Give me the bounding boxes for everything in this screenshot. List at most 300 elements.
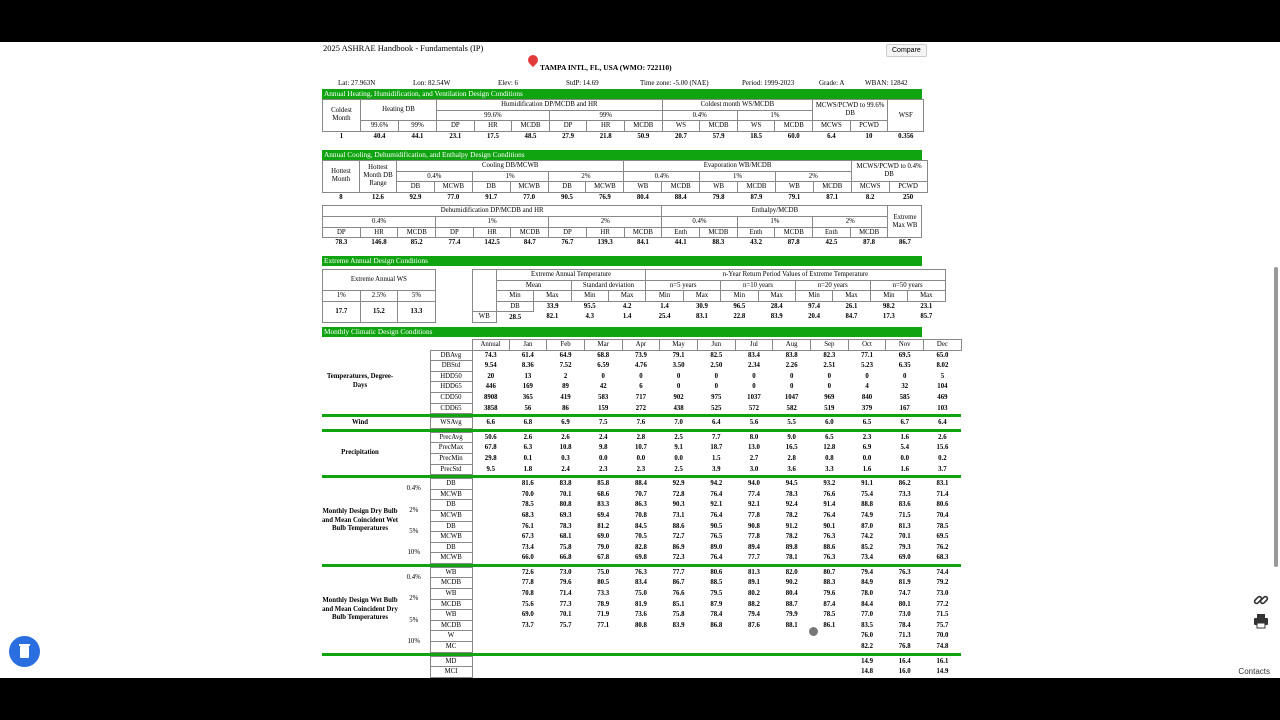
cooling-value: 250 (902, 193, 914, 201)
document-title: 2025 ASHRAE Handbook - Fundamentals (IP) (323, 43, 484, 53)
monthly-value: 0.2 (938, 454, 947, 462)
monthly-value: 4 (865, 383, 869, 391)
heating-subheader: DP (437, 121, 475, 132)
monthly-value: 88.8 (861, 501, 873, 509)
monthly-value: 81.9 (634, 600, 647, 608)
monthly-value (622, 631, 660, 642)
monthly-value: 6.4 (712, 419, 721, 427)
ws-25-pct: 2.5% (360, 291, 398, 302)
monthly-value: 9.54 (484, 362, 497, 370)
monthly-value: 85.8 (597, 480, 610, 488)
heating-value: 60.0 (787, 132, 800, 140)
heating-subheader: DP (549, 121, 587, 132)
extreme-wb-value: 83.1 (695, 313, 708, 321)
row-label: DB (430, 521, 472, 532)
extreme-subheader: n=5 years (646, 280, 721, 291)
extreme-db-value: 96.5 (733, 303, 746, 311)
monthly-value: 89.4 (748, 543, 760, 551)
dehum-value: 87.8 (863, 239, 876, 247)
monthly-value: 75.8 (559, 543, 572, 551)
monthly-value: 77.3 (559, 600, 572, 608)
extreme-wb-value: 84.7 (845, 313, 858, 321)
monthly-value: 69.0 (597, 533, 610, 541)
monthly-value: 77.8 (521, 579, 534, 587)
monthly-value: 6.59 (597, 362, 610, 370)
monthly-value: 61.4 (521, 351, 534, 359)
monthly-value: 68.6 (597, 490, 610, 498)
monthly-value: 71.9 (597, 611, 610, 619)
monthly-row (322, 464, 961, 475)
monthly-value: 83.4 (748, 351, 760, 359)
row-label: HDD50 (430, 371, 472, 382)
monthly-value: 72.6 (521, 568, 534, 576)
monthly-value: 1.6 (862, 465, 872, 473)
monthly-value: 76.5 (710, 533, 723, 541)
monthly-value: 79.2 (936, 579, 949, 587)
monthly-value: 88.2 (748, 600, 760, 608)
monthly-value: 446 (485, 383, 496, 391)
monthly-value: 86.8 (710, 621, 723, 629)
ws-25-val: 15.2 (360, 301, 398, 322)
cooling-value: 87.9 (750, 193, 763, 201)
month-column-header: Oct (848, 340, 886, 351)
monthly-value: 14.9 (861, 657, 873, 665)
monthly-value: 75.4 (861, 490, 873, 498)
monthly-value: 2.4 (561, 465, 570, 473)
monthly-value: 0 (827, 383, 832, 391)
monthly-value: 0.8 (825, 454, 834, 462)
dehum-subheader: MCDB (700, 227, 738, 238)
monthly-value: 86.9 (672, 543, 685, 551)
heating-section (322, 89, 924, 141)
dehum-subheader: DP (436, 227, 474, 238)
compare-button[interactable]: Compare (886, 44, 927, 57)
monthly-value: 75.0 (634, 590, 647, 598)
monthly-value: 18.7 (710, 444, 723, 452)
monthly-value (697, 667, 735, 678)
monthly-value: 92.1 (710, 501, 723, 509)
monthly-value: 82.2 (861, 643, 873, 651)
monthly-value: 86.3 (634, 501, 647, 509)
extreme-minmax: Min (795, 291, 832, 302)
monthly-header-row (322, 340, 961, 351)
monthly-value (622, 667, 660, 678)
monthly-value: 83.9 (672, 621, 685, 629)
extreme-minmax: Max (758, 291, 795, 302)
row-label: HDD65 (430, 382, 472, 393)
extreme-db-value: 98.2 (882, 303, 895, 311)
dehum-subheader: Enth (662, 227, 700, 238)
monthly-value: 75.8 (672, 611, 685, 619)
trash-icon (9, 636, 40, 667)
monthly-value: 89.8 (785, 543, 798, 551)
month-column-header: Apr (622, 340, 660, 351)
row-label: PrecMin (430, 453, 472, 464)
group-label: Monthly Design Wet Bulb and Mean Coincident Dry Bulb Temperatures (322, 597, 398, 621)
monthly-value: 0 (601, 372, 605, 380)
scrollbar[interactable] (1274, 267, 1278, 567)
monthly-value: 1.6 (900, 465, 909, 473)
monthly-value: 76.3 (823, 533, 836, 541)
monthly-value: 6.9 (862, 444, 872, 452)
monthly-value: 65.0 (936, 351, 949, 359)
monthly-value: 76.4 (710, 554, 723, 562)
monthly-value: 79.1 (672, 351, 685, 359)
monthly-value: 169 (522, 383, 533, 391)
month-column-header: May (660, 340, 698, 351)
monthly-value: 71.4 (936, 490, 949, 498)
monthly-value: 80.8 (634, 621, 647, 629)
monthly-value: 6.7 (900, 419, 909, 427)
percentile-label: 10% (407, 637, 420, 645)
row-label: MCWB (430, 553, 472, 564)
extreme-subheader: n=20 years (795, 280, 870, 291)
monthly-value: 79.6 (823, 590, 836, 598)
monthly-row (322, 610, 961, 621)
monthly-value: 8.0 (749, 433, 759, 441)
cooling-subheader: MCWB (510, 182, 548, 193)
cooling-value: 80.4 (636, 193, 649, 201)
monthly-value: 66.0 (521, 554, 534, 562)
monthly-value: 0 (676, 383, 681, 391)
dehum-header: Dehumidification DP/MCDB and HR (323, 206, 662, 217)
heating-value: 6.4 (827, 132, 836, 140)
cooling-table (322, 160, 928, 202)
monthly-value: 84.5 (634, 522, 647, 530)
monthly-value: 88.4 (634, 480, 647, 488)
monthly-value: 12.8 (823, 444, 836, 452)
monthly-value: 1037 (747, 393, 761, 401)
cooling-percent: 0.4% (397, 171, 473, 182)
heating-value: 27.9 (562, 132, 575, 140)
monthly-value: 82.8 (634, 543, 647, 551)
heating-subheader: 99% (399, 121, 437, 132)
monthly-value (773, 667, 811, 678)
monthly-value (660, 656, 698, 667)
heating-subheader: MCDB (700, 121, 738, 132)
monthly-value: 78.1 (785, 554, 798, 562)
monthly-value: 103 (937, 404, 948, 412)
monthly-row (322, 589, 961, 600)
monthly-value: 3858 (483, 404, 498, 412)
monthly-value: 70.7 (634, 490, 647, 498)
monthly-value: 67.8 (597, 554, 610, 562)
dehum-value: 78.3 (335, 239, 348, 247)
extreme-minmax: Max (683, 291, 720, 302)
extreme-minmax: Max (833, 291, 870, 302)
monthly-value: 70.5 (634, 533, 647, 541)
dehum-subheader: HR (586, 227, 624, 238)
monthly-value: 5.5 (787, 419, 796, 427)
monthly-value: 90.1 (823, 522, 836, 530)
extreme-max-wb-header: Extreme Max WB (888, 206, 922, 238)
monthly-value (509, 667, 547, 678)
dehum-value: 44.1 (674, 239, 687, 247)
row-label: W (430, 631, 472, 642)
cooling-percent: 0.4% (624, 171, 700, 182)
dehum-subheader: Enth (737, 227, 775, 238)
monthly-value: 73.0 (559, 568, 572, 576)
station-name: TAMPA INTL, FL, USA (WMO: 722110) (540, 63, 672, 72)
extreme-subheader: n=50 years (870, 280, 945, 291)
monthly-value: 79.5 (710, 590, 723, 598)
monthly-value: 7.5 (598, 419, 608, 427)
monthly-value: 80.4 (785, 590, 798, 598)
link-icon[interactable] (1252, 591, 1270, 609)
monthly-value: 76.8 (898, 643, 911, 651)
monthly-value (472, 656, 509, 667)
extreme-wb-value: 83.9 (770, 313, 783, 321)
cooling-subheader: WB (700, 182, 738, 193)
monthly-value (584, 656, 622, 667)
monthly-value: 82.3 (823, 351, 836, 359)
monthly-value: 75.7 (936, 621, 949, 629)
monthly-value: 81.3 (898, 522, 911, 530)
monthly-value: 71.3 (898, 632, 911, 640)
cooling-db-header: Cooling DB/MCWB (397, 161, 624, 172)
extreme-db-value: 28.4 (770, 303, 783, 311)
monthly-row (322, 443, 961, 454)
monthly-value: 94.5 (785, 480, 798, 488)
monthly-value: 70.0 (521, 490, 534, 498)
extreme-ws-header: Extreme Annual WS (323, 270, 436, 291)
monthly-value: 0 (789, 372, 794, 380)
dehum-value: 85.2 (410, 239, 423, 247)
monthly-value: 572 (748, 404, 760, 412)
ws-5-pct: 5% (398, 291, 436, 302)
monthly-value: 2.8 (787, 454, 796, 462)
cooling-subheader: DB (397, 182, 435, 193)
monthly-value: 86.2 (898, 480, 911, 488)
monthly-value: 87.0 (861, 522, 873, 530)
monthly-value: 0.0 (636, 454, 646, 462)
ws-1-pct: 1% (323, 291, 361, 302)
row-label: WB (430, 567, 472, 578)
dehum-percent: 2% (549, 216, 662, 227)
monthly-value: 6.9 (561, 419, 570, 427)
cooling-percent: 1% (472, 171, 548, 182)
monthly-value: 379 (861, 404, 873, 412)
monthly-value: 66.8 (559, 554, 572, 562)
cooling-subheader: MCDB (813, 182, 851, 193)
return-period-header: n-Year Return Period Values of Extreme Temperature (646, 270, 945, 281)
cooling-subheader: MCWB (586, 182, 624, 193)
extreme-minmax: Max (908, 291, 945, 302)
monthly-value: 75.7 (559, 621, 572, 629)
monthly-value: 83.8 (785, 351, 798, 359)
dehum-value: 142.5 (484, 239, 500, 247)
monthly-row (322, 479, 961, 490)
monthly-value: 77.2 (936, 600, 949, 608)
monthly-value: 16.1 (936, 657, 949, 665)
monthly-value: 272 (635, 404, 646, 412)
monthly-value: 68.1 (559, 533, 572, 541)
monthly-value: 68.8 (597, 351, 610, 359)
monthly-value: 70.1 (559, 611, 572, 619)
dehum-percent: 0.4% (662, 216, 737, 227)
row-label: MCWB (430, 489, 472, 500)
monthly-value: 72.3 (672, 554, 685, 562)
monthly-value: 6.8 (523, 419, 533, 427)
monthly-value (547, 656, 585, 667)
dehum-subheader: MCDB (511, 227, 549, 238)
ws-5-val: 13.3 (398, 301, 436, 322)
grade: Grade: A (819, 79, 845, 87)
dehum-value: 84.7 (523, 239, 536, 247)
monthly-value: 90.8 (748, 522, 760, 530)
row-label: WB (430, 589, 472, 600)
monthly-value: 1.5 (712, 454, 721, 462)
monthly-value: 0.1 (523, 454, 533, 462)
monthly-value: 83.1 (936, 480, 949, 488)
dehum-percent-row (323, 216, 922, 227)
monthly-value: 73.0 (898, 611, 911, 619)
extreme-section (322, 256, 946, 323)
monthly-value: 365 (522, 393, 533, 401)
monthly-value (735, 656, 773, 667)
cooling-subheader-row (323, 182, 928, 193)
extreme-minmax: Min (721, 291, 758, 302)
monthly-value: 15.6 (936, 444, 949, 452)
dehumidification-table (322, 205, 922, 247)
monthly-value: 69.5 (898, 351, 911, 359)
monthly-value: 74.7 (898, 590, 911, 598)
heating-subheader: HR (587, 121, 625, 132)
month-column-header: Annual (472, 340, 509, 351)
monthly-value: 5.6 (749, 419, 759, 427)
ws-04-header: 0.4% (662, 110, 737, 121)
row-label: DBStd (430, 361, 472, 372)
percentile-label: 2% (409, 506, 419, 514)
monthly-value: 69.4 (597, 511, 610, 519)
extreme-db-value: 23.1 (920, 303, 933, 311)
monthly-value (773, 642, 811, 653)
cooling-section (322, 150, 928, 248)
monthly-value: 80.6 (936, 501, 949, 509)
monthly-value: 76.4 (710, 511, 723, 519)
monthly-section (322, 327, 962, 678)
cooling-value: 77.0 (523, 193, 536, 201)
monthly-row (322, 656, 961, 667)
monthly-value (547, 667, 585, 678)
cooling-value: 8.2 (865, 193, 875, 201)
monthly-value: 5 (940, 372, 945, 380)
monthly-value: 88.6 (672, 522, 685, 530)
monthly-value: 82.0 (785, 568, 798, 576)
dehum-value: 77.4 (448, 239, 461, 247)
row-label: DB (430, 542, 472, 553)
monthly-value: 80.6 (710, 568, 723, 576)
cooling-percent: 2% (548, 171, 624, 182)
month-column-header: Jul (735, 340, 773, 351)
cooling-value: 76.9 (598, 193, 611, 201)
monthly-value: 81.2 (597, 522, 610, 530)
group-label: Precipitation (341, 449, 379, 457)
extreme-wb-value: 1.4 (622, 313, 632, 321)
row-label: DB (430, 500, 472, 511)
monthly-value: 70.0 (936, 632, 949, 640)
monthly-value: 9.5 (486, 465, 495, 473)
monthly-value: 77.7 (748, 554, 760, 562)
monthly-value (472, 667, 509, 678)
monthly-value: 91.4 (823, 501, 836, 509)
extreme-db-value: 4.2 (622, 303, 632, 311)
monthly-value: 77.1 (861, 351, 873, 359)
dehum-subheader: MCDB (850, 227, 888, 238)
heating-value: 20.7 (675, 132, 687, 140)
cooling-values-row (323, 192, 928, 202)
monthly-value: 94.0 (748, 480, 760, 488)
cooling-value: 87.1 (826, 193, 839, 201)
extreme-wb-value: 17.3 (882, 313, 895, 321)
row-label: MD (430, 656, 472, 667)
close-circle-icon[interactable] (809, 627, 818, 636)
hottest-month-header: Hottest Month (323, 161, 360, 193)
monthly-value: 80.7 (823, 568, 836, 576)
monthly-value: 73.1 (672, 511, 685, 519)
monthly-value: 64.9 (559, 351, 572, 359)
row-label: DBAvg (430, 350, 472, 361)
print-icon[interactable] (1253, 613, 1269, 629)
extreme-db-row (323, 301, 946, 312)
heating-value: 1 (339, 132, 344, 140)
monthly-value: 42 (599, 383, 607, 391)
monthly-value: 0.0 (598, 454, 608, 462)
contacts-link[interactable]: Contacts (1238, 667, 1270, 676)
extreme-table (322, 269, 946, 323)
extreme-subheader: Mean (496, 280, 571, 291)
dehum-subheader: MCDB (398, 227, 436, 238)
monthly-value (660, 642, 698, 653)
extreme-wb-value: 4.3 (585, 313, 594, 321)
heating-value: 0.356 (898, 132, 914, 140)
monthly-value: 83.4 (634, 579, 647, 587)
monthly-value: 87.4 (823, 600, 836, 608)
monthly-value (660, 667, 698, 678)
row-label: MCDB (430, 578, 472, 589)
monthly-value (584, 642, 622, 653)
group-label: Wind (351, 418, 369, 426)
monthly-value: 78.0 (861, 590, 873, 598)
monthly-value: 85.2 (861, 543, 873, 551)
group-label (322, 656, 398, 677)
monthly-value (735, 642, 773, 653)
monthly-row (322, 567, 961, 578)
heating-value: 50.9 (637, 132, 650, 140)
accessibility-button[interactable] (9, 636, 40, 667)
row-label: PrecStd (430, 464, 472, 475)
monthly-value (811, 667, 849, 678)
monthly-value: 78.3 (785, 490, 798, 498)
monthly-value: 0 (714, 383, 718, 391)
monthly-value: 70.1 (898, 533, 911, 541)
cooling-subheader: MCDB (662, 182, 700, 193)
monthly-value: 78.3 (559, 522, 572, 530)
monthly-value: 419 (560, 393, 571, 401)
dehum-subheader-row (323, 227, 922, 238)
monthly-value: 70.1 (559, 490, 572, 498)
monthly-value: 2.8 (636, 433, 646, 441)
monthly-value: 87.6 (748, 621, 760, 629)
mcws-header: MCWS/PCWD to 99.6% DB (813, 100, 888, 121)
monthly-value: 83.8 (559, 480, 572, 488)
monthly-value: 7.6 (636, 419, 646, 427)
monthly-value: 9.1 (674, 444, 683, 452)
cooling-value: 79.8 (712, 193, 725, 201)
hum-996-header: 99.6% (437, 110, 550, 121)
monthly-value (509, 642, 547, 653)
heating-table (322, 99, 924, 141)
